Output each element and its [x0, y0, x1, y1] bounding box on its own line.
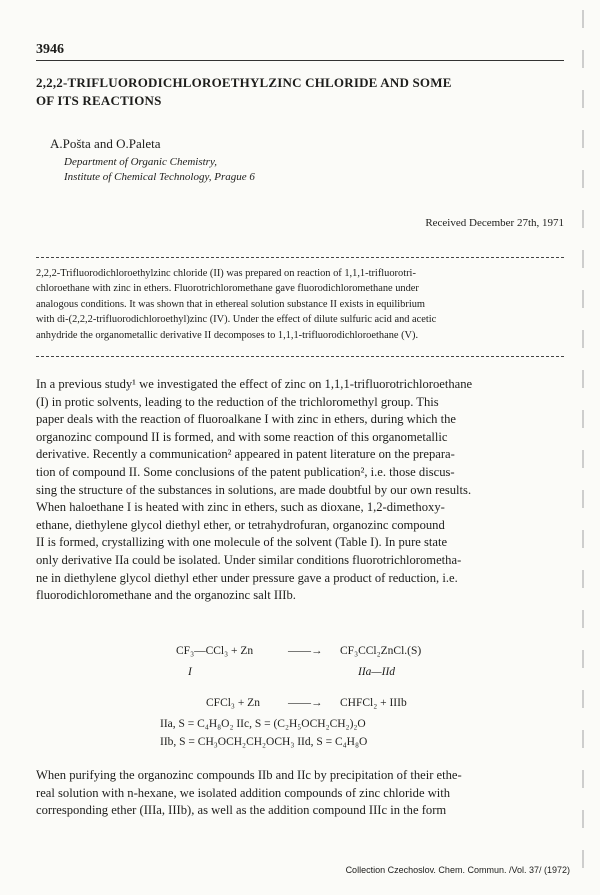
equation-2-right: CHFCl₂ + IIIb: [340, 697, 407, 709]
body-paragraph-1: [36, 376, 564, 605]
body-line: When haloethane I is heated with zinc in ethers, such as dioxane, 1,2-dimethoxy-: [36, 500, 445, 515]
abstract-line: analogous conditions. It was shown that in ethereal solution substance II exists in equilibrium: [36, 298, 426, 310]
body-line: In a previous study¹ we investigated the effect of zinc on 1,1,1-trifluorotrichloroethane: [36, 377, 473, 391]
body-paragraph-2: [36, 767, 564, 820]
definition-line-1: IIa, S = C₄H₈O₂ IIc, S = (C₂H₅OCH₂CH₂)₂O: [160, 718, 366, 730]
body-line: ne in diethylene glycol diethyl ether under pressure gave a product of reduction, i.e.: [36, 570, 458, 585]
body-line: paper deals with the reaction of fluoroalkane I with zinc in ethers, during which the: [36, 412, 456, 427]
abstract: [36, 266, 564, 343]
equation-1-label-right: IIa—IId: [358, 666, 396, 678]
affiliation-line: Institute of Chemical Technology, Prague 6: [64, 171, 255, 183]
received-date: Received December 27th, 1971: [425, 217, 564, 229]
title-line: OF ITS REACTIONS: [36, 93, 162, 108]
body-line: corresponding ether (IIIa, IIIb), as well as the addition compound IIIc in the form: [36, 803, 447, 818]
journal-footer: Collection Czechoslov. Chem. Commun. /Vol. 37/ (1972): [345, 865, 570, 875]
authors: A.Pošta and O.Paleta: [50, 136, 161, 151]
affiliation: [64, 155, 255, 185]
abstract-line: 2,2,2-Trifluorodichloroethylzinc chloride (II) was prepared on reaction of 1,1,1-trifluorotri-: [36, 268, 416, 279]
article-title: [36, 74, 556, 110]
body-line: ethane, diethylene glycol diethyl ether, or tetrahydrofuran, organozinc compound: [36, 517, 445, 532]
body-line: organozinc compound II is formed, and with some reaction of this organometallic: [36, 429, 448, 444]
margin-scan-line: [582, 10, 584, 880]
abstract-line: chloroethane with zinc in ethers. Fluorotrichloromethane gave fluorodichloromethane under: [36, 283, 419, 295]
definition-line-2: IIb, S = CH₃OCH₂CH₂OCH₃ IId, S = C₄H₈O: [160, 736, 368, 748]
body-line: tion of compound II. Some conclusions of the patent publication², i.e. those discus-: [36, 464, 455, 479]
body-line: only derivative IIa could be isolated. Under similar conditions fluorotrichlorometha-: [36, 552, 462, 567]
body-line: fluorodichloromethane and the organozinc salt IIIb.: [36, 588, 296, 603]
abstract-line: anhydride the organometallic derivative II decomposes to 1,1,1-trifluorodichloroethane (V).: [36, 329, 419, 341]
equation-2-left: CFCl₃ + Zn: [206, 697, 260, 709]
page-number: 3946: [36, 42, 64, 57]
equation-1-right: CF₃CCl₂ZnCl.(S): [340, 645, 422, 657]
body-line: II is formed, crystallizing with one molecule of the solvent (Table I). In pure state: [36, 535, 448, 550]
equation-1-label-left: I: [188, 666, 192, 678]
header-rule: [36, 60, 564, 61]
affiliation-line: Department of Organic Chemistry,: [64, 156, 217, 168]
body-line: sing the structure of the substances in solutions, are made doubtful by our own results.: [36, 482, 472, 497]
body-line: real solution with n-hexane, we isolated addition compounds of zinc chloride with: [36, 785, 451, 800]
abstract-top-rule: [36, 257, 564, 258]
body-line: When purifying the organozinc compounds IIb and IIc by precipitation of their ethe-: [36, 768, 462, 782]
body-line: (I) in protic solvents, leading to the reduction of the trichloromethyl group. This: [36, 394, 439, 409]
equation-1-arrow: ——→: [288, 645, 323, 657]
equation-1-left: CF₃—CCl₃ + Zn: [176, 645, 254, 657]
body-line: derivative. Recently a communication² appeared in patent literature on the prepara-: [36, 447, 455, 462]
equation-2-arrow: ——→: [288, 697, 323, 709]
abstract-bottom-rule: [36, 356, 564, 357]
title-line: 2,2,2-TRIFLUORODICHLOROETHYLZINC CHLORIDE AND SOME: [36, 75, 452, 90]
abstract-line: with di-(2,2,2-trifluorodichloroethyl)zinc (IV). Under the effect of dilute sulfuric acid and acetic: [36, 314, 437, 326]
